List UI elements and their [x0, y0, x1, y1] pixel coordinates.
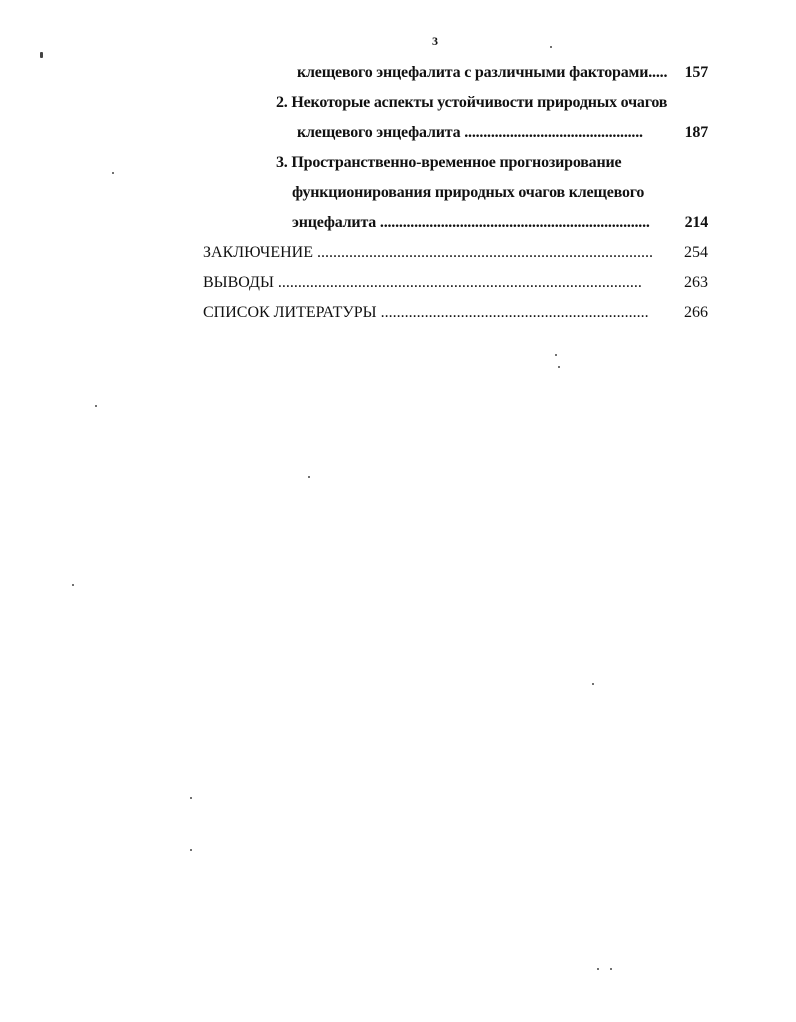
speck	[610, 968, 612, 970]
toc-line-2	[276, 93, 667, 113]
toc-entry-text: энцефалита .......................................................................	[292, 214, 650, 231]
toc-entry-page: 187	[684, 124, 708, 141]
speck	[592, 683, 594, 685]
speck	[95, 405, 97, 407]
toc-entry-text: клещевого энцефалита ...............................................	[297, 124, 643, 141]
toc-line-3	[297, 123, 643, 143]
toc-line-conclusion	[203, 243, 653, 263]
toc-entry-text: 2. Некоторые аспекты устойчивости природных очагов	[276, 94, 668, 111]
speck	[190, 849, 192, 851]
toc-entry-text: СПИСОК ЛИТЕРАТУРЫ ...................................................................	[203, 304, 649, 321]
speck	[597, 968, 599, 970]
speck	[40, 52, 43, 58]
toc-entry-text: ВЫВОДЫ ...........................................................................................	[203, 274, 642, 291]
toc-entry-page: 157	[684, 64, 708, 81]
toc-entry-text: функционирования природных очагов клещевого	[292, 184, 645, 201]
toc-line-references	[203, 303, 649, 323]
toc-entry-text: 3. Пространственно-временное прогнозирование	[276, 154, 622, 171]
speck	[72, 584, 74, 586]
speck	[555, 354, 557, 356]
toc-line-4	[276, 153, 621, 173]
toc-entry-page: 214	[684, 214, 708, 231]
toc-entry-page: 266	[684, 304, 708, 321]
speck	[558, 366, 560, 368]
speck	[550, 46, 552, 48]
speck	[190, 797, 192, 799]
toc-entry-page: 263	[684, 274, 708, 291]
toc-line-6	[292, 213, 650, 233]
speck	[112, 172, 114, 174]
toc-entry-page: 254	[684, 244, 708, 261]
page-number: 3	[432, 34, 438, 48]
toc-entry-text: ЗАКЛЮЧЕНИЕ ....................................................................................	[203, 244, 653, 261]
speck	[308, 476, 310, 478]
toc-line-findings	[203, 273, 642, 293]
toc-entry-text: клещевого энцефалита с различными факторами.....	[297, 64, 668, 81]
toc-line-1	[297, 63, 667, 83]
toc-line-5	[292, 183, 644, 203]
